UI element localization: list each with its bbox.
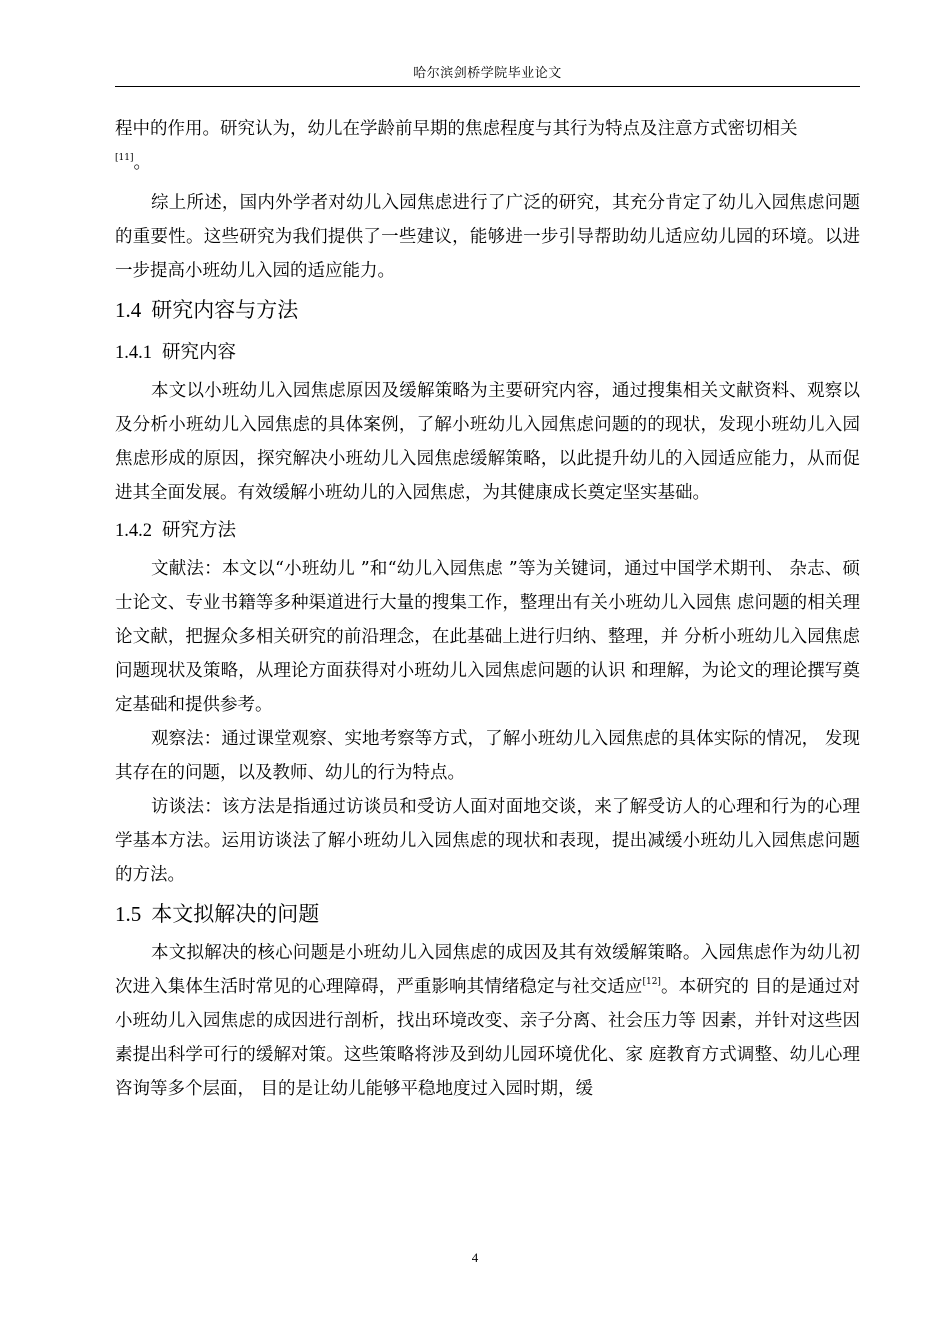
subsection-title: 研究内容 bbox=[162, 342, 237, 363]
section-number: 1.5 bbox=[115, 902, 142, 926]
section-title: 研究内容与方法 bbox=[151, 298, 299, 322]
subsection-heading-1-4-1 bbox=[115, 332, 860, 374]
section-heading-1-4 bbox=[115, 288, 860, 332]
citation-ref: [12] bbox=[642, 977, 661, 987]
subsection-heading-1-4-2 bbox=[115, 510, 860, 552]
paragraph-continuation bbox=[115, 112, 860, 146]
citation-ref: [11] bbox=[115, 153, 134, 163]
page-number: 4 bbox=[471, 1250, 479, 1265]
header-divider bbox=[115, 86, 860, 87]
paragraph-research-content: 本文以小班幼儿入园焦虑原因及缓解策略为主要研究内容，通过搜集相关文献资料、观察以及分析小班幼儿入园焦虑的具体案例，了解小班幼儿入园焦虑问题的的现状，发现小班幼儿入园焦虑形成的原因，探究解决小班幼儿入园焦虑缓解策略，以此提升幼儿的入园适应能力，从而促进其全面发展。有效缓解小班幼儿的入园焦虑，为其健康成长奠定坚实基础。 bbox=[115, 381, 860, 503]
paragraph-problems bbox=[115, 936, 860, 1106]
paragraph-literature-method: 文献法：本文以“小班幼儿 ”和“幼儿入园焦虑 ”等为关键词，通过中国学术期刊、 杂志、硕士论文、专业书籍等多种渠道进行大量的搜集工作，整理出有关小班幼儿入园焦 虑问题的相关理论文献，把握众多相关研究的前沿理念，在此基础上进行归纳、整理，并 分析小班幼儿入园焦虑问题现状及策略，从理论方面获得对小班幼儿入园焦虑问题的认识 和理解，为论文的理论撰写奠定基础和提供参考。 bbox=[115, 559, 860, 715]
paragraph-interview-method: 访谈法：该方法是指通过访谈员和受访人面对面地交谈，来了解受访人的心理和行为的心理学基本方法。运用访谈法了解小班幼儿入园焦虑的现状和表现，提出减缓小班幼儿入园焦虑问题的方法。 bbox=[115, 797, 860, 885]
running-header: 哈尔滨剑桥学院毕业论文 bbox=[413, 66, 562, 81]
paragraph-text: 。本研究的 目的是通过对小班幼儿入园焦虑的成因进行剖析，找出环境改变、亲子分离、社会压力等 因素，并针对这些因素提出科学可行的缓解对策。这些策略将涉及到幼儿园环境优化、家 庭教育方式调整、幼儿心理咨询等多个层面， 目的是让幼儿能够平稳地度过入园时期，缓 bbox=[115, 977, 861, 1099]
section-number: 1.4 bbox=[115, 298, 142, 322]
citation-line bbox=[115, 146, 860, 186]
paragraph-text: 程中的作用。研究认为，幼儿在学龄前早期的焦虑程度与其行为特点及注意方式密切相关 bbox=[115, 119, 798, 139]
subsection-number: 1.4.1 bbox=[115, 343, 152, 363]
paragraph-summary: 综上所述，国内外学者对幼儿入园焦虑进行了广泛的研究，其充分肯定了幼儿入园焦虑问题的重要性。这些研究为我们提供了一些建议，能够进一步引导帮助幼儿适应幼儿园的环境。以进一步提高小班幼儿入园的适应能力。 bbox=[115, 193, 860, 281]
section-heading-1-5 bbox=[115, 892, 860, 936]
subsection-title: 研究方法 bbox=[162, 520, 237, 541]
paragraph-observation-method: 观察法：通过课堂观察、实地考察等方式，了解小班幼儿入园焦虑的具体实际的情况， 发现其存在的问题，以及教师、幼儿的行为特点。 bbox=[115, 729, 860, 783]
sentence-end: 。 bbox=[133, 153, 151, 173]
subsection-number: 1.4.2 bbox=[115, 521, 152, 541]
paragraph-text: 本文拟解决的核心问题是小班幼儿入园焦虑的成因及其有效缓解策略。入园焦虑作为幼儿初次进入集体生活时常见的心理障碍，严重影响其情绪稳定与社交适应 bbox=[115, 943, 860, 997]
page-body bbox=[115, 112, 860, 1106]
section-title: 本文拟解决的问题 bbox=[151, 902, 320, 926]
